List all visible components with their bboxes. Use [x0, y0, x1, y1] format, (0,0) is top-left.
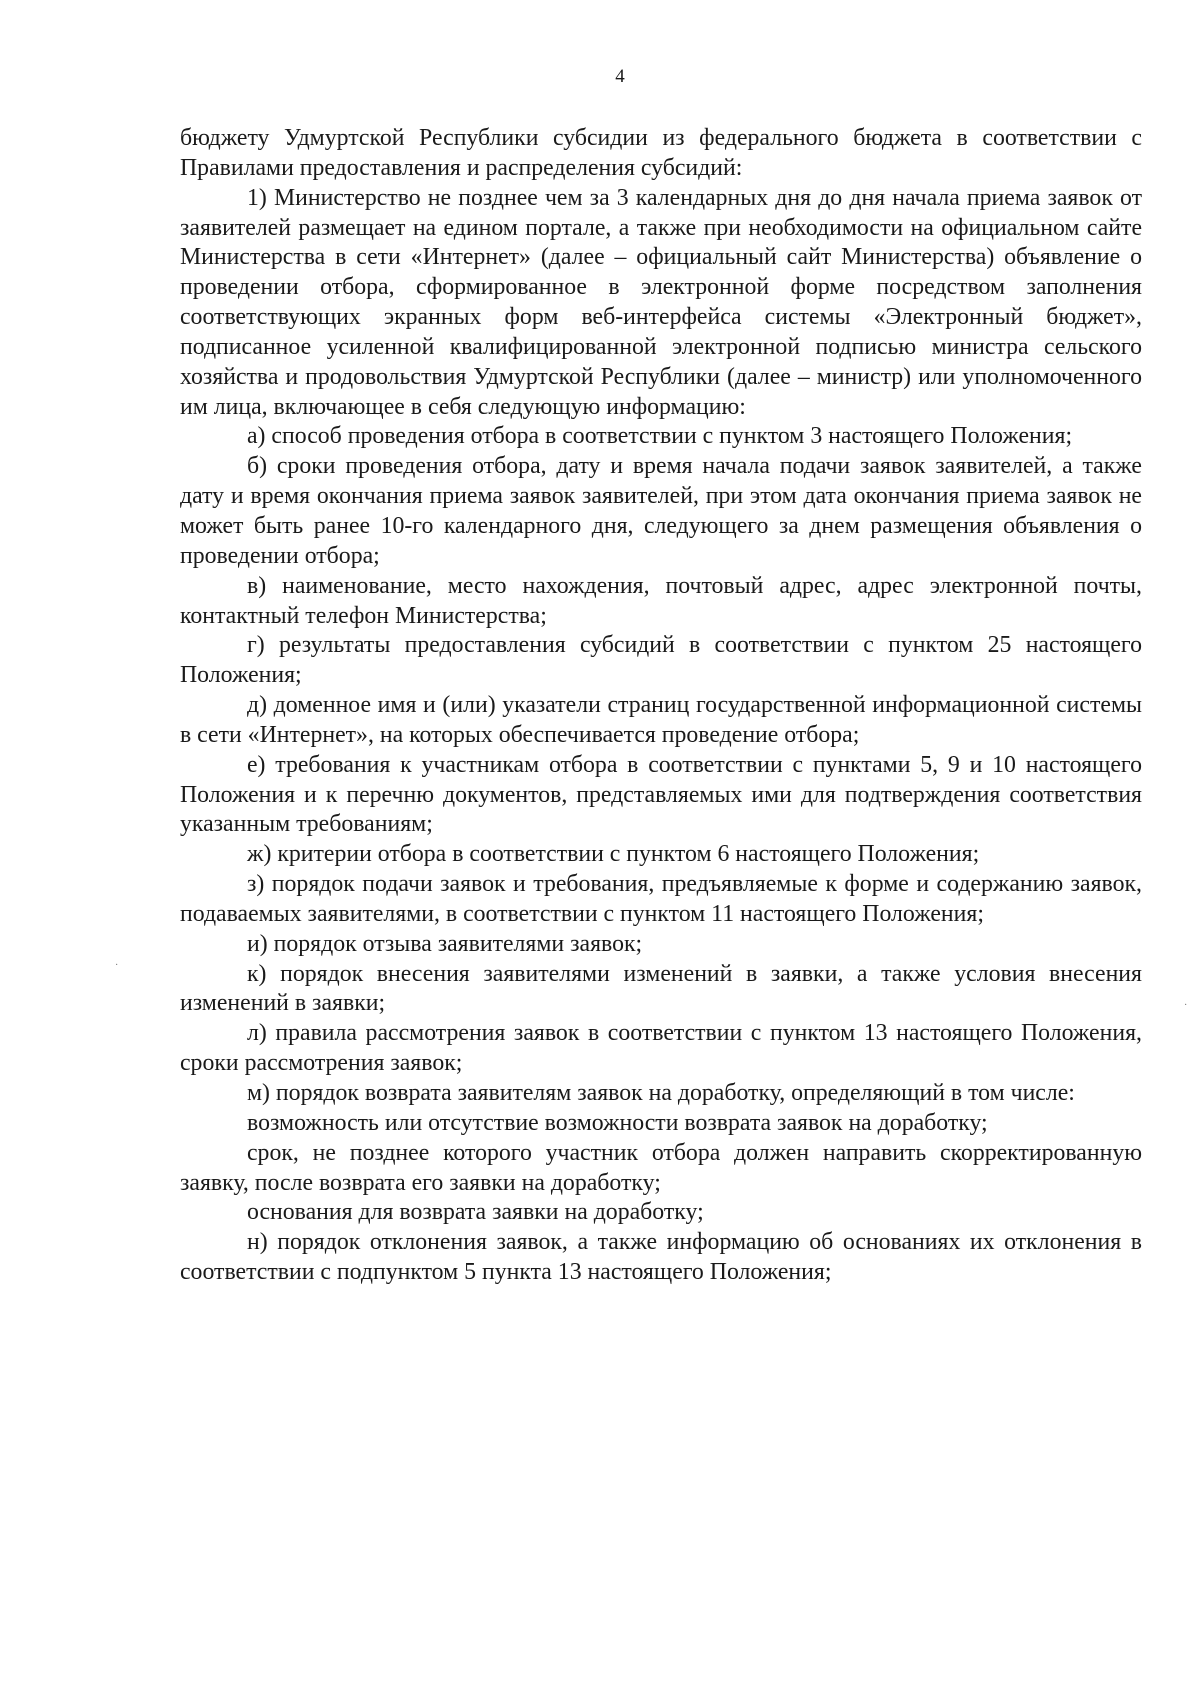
paragraph-intro: бюджету Удмуртской Республики субсидии из федерального бюджета в соответствии с Правилами предоставления и распределения субсидий: [180, 125, 1142, 181]
document-body [180, 124, 1142, 1288]
scan-speck: · [115, 960, 119, 971]
paragraph-item-d: д) доменное имя и (или) указатели страниц государственной информационной системы в сети «Интернет», на которых обеспечивается проведение отбора; [180, 692, 1142, 748]
paragraph-item-z: з) порядок подачи заявок и требования, предъявляемые к форме и содержанию заявок, подаваемых заявителями, в соответствии с пунктом 11 настоящего Положения; [180, 871, 1142, 927]
paragraph-item-n: н) порядок отклонения заявок, а также информацию об основаниях их отклонения в соответствии с подпунктом 5 пункта 13 настоящего Положения; [180, 1229, 1142, 1286]
page-number: 4 [615, 66, 625, 87]
paragraph-item-e: е) требования к участникам отбора в соответствии с пунктами 5, 9 и 10 настоящего Положения и к перечню документов, представляемых ими для подтверждения соответствия указанным требованиям; [180, 751, 1142, 838]
paragraph-item-a: а) способ проведения отбора в соответствии с пунктом 3 настоящего Положения; [247, 423, 1073, 450]
paragraph-item-b: б) сроки проведения отбора, дату и время начала подачи заявок заявителей, а также дату и время окончания приема заявок заявителей, при этом дата окончания приема заявок не может быть ранее 10-го календарного дня, следующего за днем размещения объявления о проведении отбора; [180, 453, 1142, 569]
paragraph-subitem-grounds: основания для возврата заявки на доработку; [247, 1199, 704, 1226]
scan-speck: · [1184, 1000, 1188, 1011]
paragraph-item-m: м) порядок возврата заявителям заявок на доработку, определяющий в том числе: [247, 1080, 1075, 1106]
paragraph-item-g: г) результаты предоставления субсидий в соответствии с пунктом 25 настоящего Положения; [180, 632, 1142, 689]
paragraph-subitem-deadline: срок, не позднее которого участник отбора должен направить скорректированную заявку, после возврата его заявки на доработку; [180, 1139, 1142, 1196]
paragraph-item-k: к) порядок внесения заявителями изменений в заявки, а также условия внесения изменений в заявки; [180, 960, 1142, 1017]
paragraph-item-v: в) наименование, место нахождения, почтовый адрес, адрес электронной почты, контактный телефон Министерства; [180, 572, 1142, 629]
paragraph-item-i: и) порядок отзыва заявителями заявок; [247, 930, 643, 957]
paragraph-subitem-possibility: возможность или отсутствие возможности возврата заявок на доработку; [247, 1109, 988, 1136]
paragraph-item-l: л) правила рассмотрения заявок в соответствии с пунктом 13 настоящего Положения, сроки рассмотрения заявок; [180, 1020, 1142, 1077]
paragraph-item-1: 1) Министерство не позднее чем за 3 календарных дня до дня начала приема заявок от заявителей размещает на едином портале, а также при необходимости на официальном сайте Министерства в сети «Интернет» (далее – официальный сайт Министерства) объявление о проведении отбора, сформированное в электронной форме посредством заполнения соответствующих экранных форм веб-интерфейса системы «Электронный бюджет», подписанное усиленной квалифицированной электронной подписью министра сельского хозяйства и продовольствия Удмуртской Республики (далее – министр) или уполномоченного им лица, включающее в себя следующую информацию: [180, 184, 1142, 420]
paragraph-item-zh: ж) критерии отбора в соответствии с пунктом 6 настоящего Положения; [247, 841, 980, 868]
